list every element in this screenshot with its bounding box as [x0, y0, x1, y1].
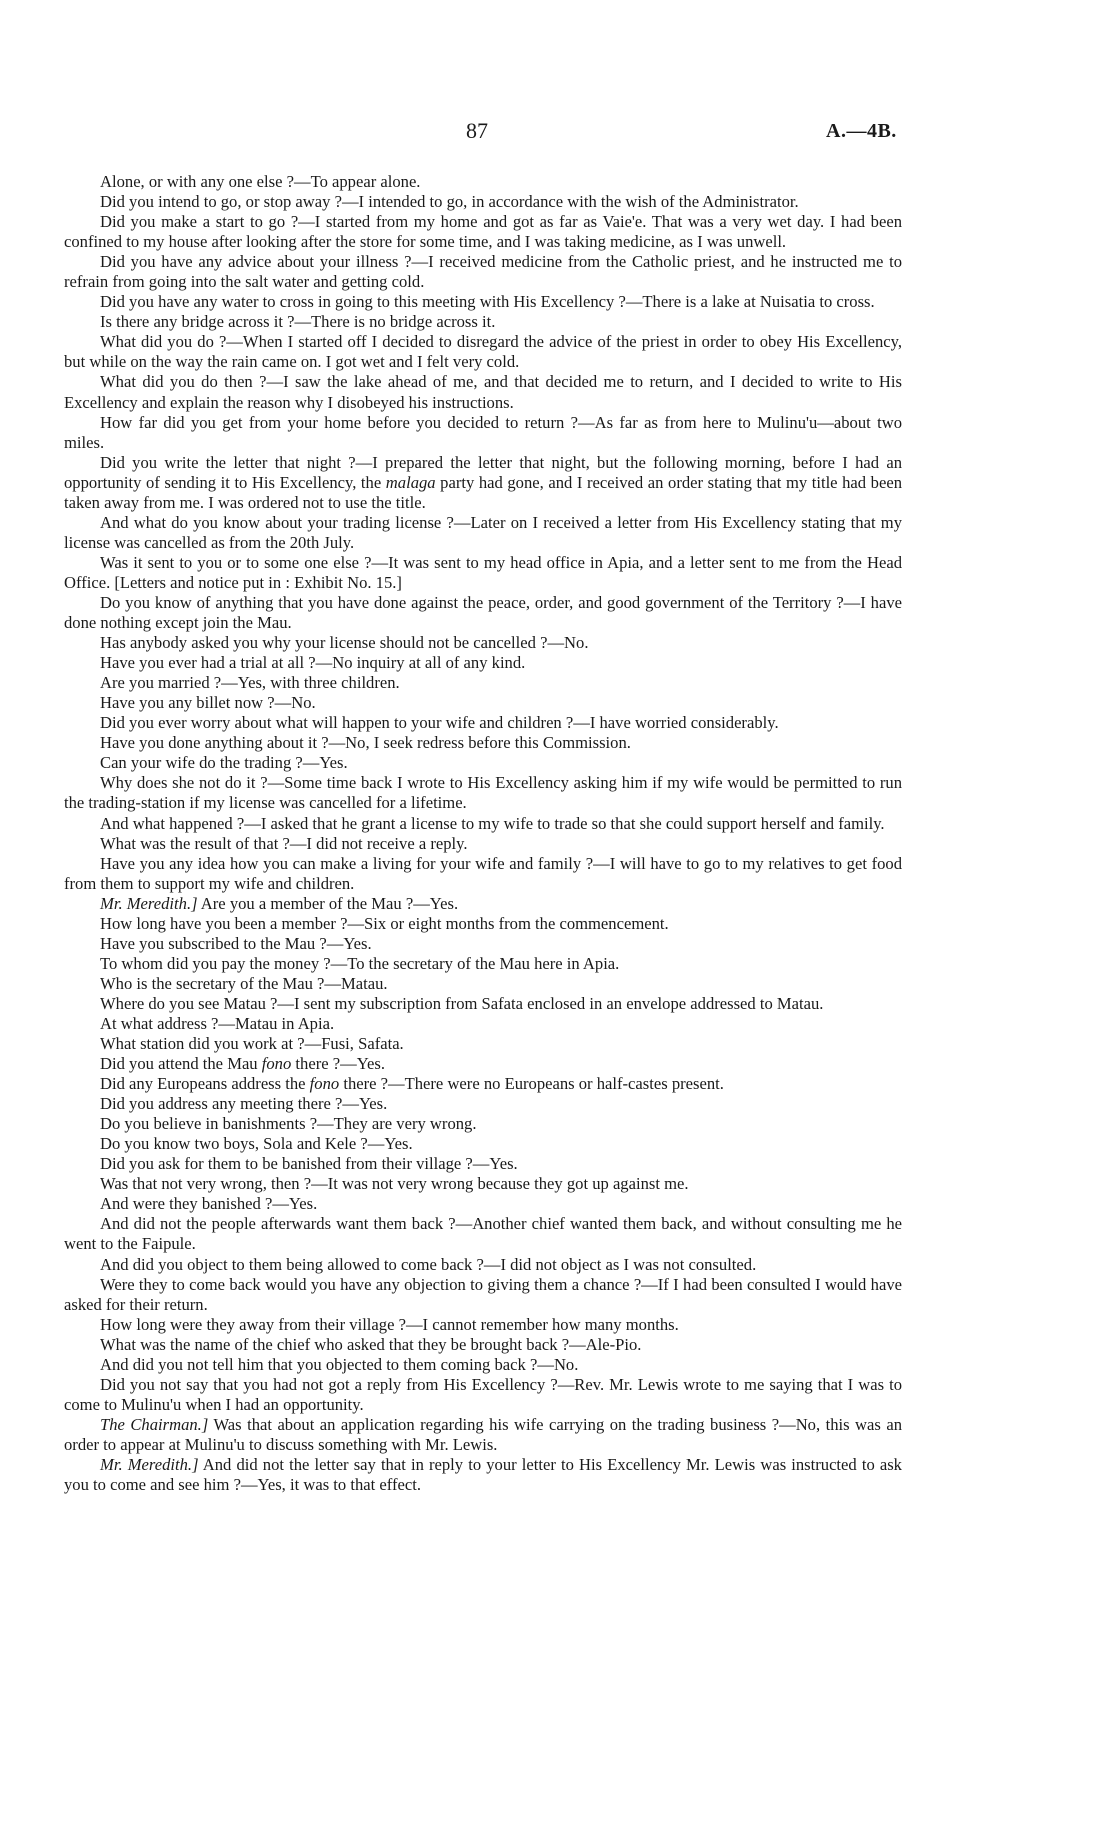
testimony-paragraph [64, 1415, 902, 1455]
paragraph-text: Have you any billet now ?—No. [100, 693, 316, 713]
paragraph-text: Do you know of anything that you have done against the peace, order, and good government of the Territory ?—I have done nothing except join the Mau. [64, 592, 902, 633]
paragraph-text: Have you ever had a trial at all ?—No inquiry at all of any kind. [100, 653, 526, 673]
testimony-paragraph [64, 894, 902, 914]
paragraph-text: Was that not very wrong, then ?—It was not very wrong because they got up against me. [100, 1174, 689, 1194]
testimony-body [64, 172, 902, 1495]
paragraph-text: And did you object to them being allowed to come back ?—I did not object as I was not consulted. [100, 1254, 757, 1274]
paragraph-text: Did you have any water to cross in going to this meeting with His Excellency ?—There is a lake at Nuisatia to cross. [100, 292, 875, 312]
paragraph-text: Have you done anything about it ?—No, I seek redress before this Commission. [100, 733, 631, 753]
testimony-paragraph [64, 934, 902, 954]
testimony-paragraph [64, 653, 902, 673]
document-reference: A.—4B. [826, 120, 897, 142]
testimony-paragraph [64, 1255, 902, 1275]
paragraph-text: Are you a member of the Mau ?—Yes. [197, 893, 459, 913]
paragraph-text: Did any Europeans address the [100, 1074, 310, 1094]
testimony-paragraph [64, 1335, 902, 1355]
paragraph-text: Did you write the letter that night ?—I prepared the letter that night, but the following morning, before I had an opportunity of sending it to His Excellency, the [64, 452, 902, 492]
paragraph-text: At what address ?—Matau in Apia. [100, 1013, 335, 1033]
paragraph-text: Can your wife do the trading ?—Yes. [100, 753, 348, 773]
testimony-paragraph [64, 1154, 902, 1174]
testimony-paragraph [64, 814, 902, 834]
paragraph-text: Do you know two boys, Sola and Kele ?—Yes. [100, 1134, 413, 1154]
paragraph-text: party had gone, and I received an order stating that my title had been taken away from me. I was ordered not to use the title. [64, 472, 902, 512]
paragraph-text: Did you attend the Mau [100, 1054, 262, 1074]
testimony-paragraph [64, 854, 902, 894]
paragraph-text: How far did you get from your home before you decided to return ?—As far as from here to Mulinu'u—about two miles. [64, 412, 902, 452]
testimony-paragraph [64, 1054, 902, 1074]
testimony-paragraph [64, 513, 902, 553]
testimony-paragraph [64, 292, 902, 312]
paragraph-text: Do you believe in banishments ?—They are very wrong. [100, 1114, 477, 1134]
testimony-paragraph [64, 914, 902, 934]
paragraph-text: there ?—Yes. [291, 1054, 385, 1074]
italic-term: fono [261, 1054, 292, 1074]
testimony-paragraph [64, 413, 902, 453]
testimony-paragraph [64, 693, 902, 713]
testimony-paragraph [64, 773, 902, 813]
testimony-paragraph [64, 673, 902, 693]
paragraph-text: Were they to come back would you have any objection to giving them a chance ?—If I had been consulted I would have asked for their return. [64, 1274, 902, 1314]
paragraph-text: Who is the secretary of the Mau ?—Matau. [100, 973, 388, 993]
paragraph-text: And what happened ?—I asked that he grant a license to my wife to trade so that she could support herself and family. [100, 813, 885, 833]
speaker-label: Mr. Meredith.] [100, 893, 198, 913]
paragraph-text: Did you not say that you had not got a reply from His Excellency ?—Rev. Mr. Lewis wrote to me saying that I was to come to Mulinu'u when I had an opportunity. [64, 1374, 902, 1414]
testimony-paragraph [64, 834, 902, 854]
testimony-paragraph [64, 1375, 902, 1415]
paragraph-text: And did you not tell him that you objected to them coming back ?—No. [100, 1354, 579, 1374]
paragraph-text: What did you do ?—When I started off I decided to disregard the advice of the priest in order to obey His Excellency, but while on the way the rain came on. I got wet and I felt very cold. [64, 332, 902, 372]
paragraph-text: Has anybody asked you why your license should not be cancelled ?—No. [100, 633, 589, 653]
italic-term: fono [309, 1074, 340, 1094]
testimony-paragraph [64, 1315, 902, 1335]
speaker-label: Mr. Meredith.] [100, 1455, 199, 1474]
testimony-paragraph [64, 974, 902, 994]
paragraph-text: Did you have any advice about your illness ?—I received medicine from the Catholic priest, and he instructed me to refrain from going into the salt water and getting cold. [64, 252, 902, 292]
paragraph-text: Did you intend to go, or stop away ?—I intended to go, in accordance with the wish of the Administrator. [100, 192, 799, 212]
testimony-paragraph [64, 593, 902, 633]
testimony-paragraph [64, 1134, 902, 1154]
paragraph-text: Why does she not do it ?—Some time back I wrote to His Excellency asking him if my wife would be permitted to run the trading-station if my license was cancelled for a lifetime. [64, 773, 902, 813]
paragraph-text: How long have you been a member ?—Six or eight months from the commencement. [100, 913, 669, 933]
testimony-paragraph [64, 332, 902, 372]
testimony-paragraph [64, 633, 902, 653]
testimony-paragraph [64, 212, 902, 252]
testimony-paragraph [64, 252, 902, 292]
paragraph-text: And did not the people afterwards want them back ?—Another chief wanted them back, and without consulting me he went to the Faipule. [64, 1214, 902, 1254]
paragraph-text: What was the result of that ?—I did not receive a reply. [100, 833, 468, 853]
testimony-paragraph [64, 1074, 902, 1094]
paragraph-text: Have you any idea how you can make a living for your wife and family ?—I will have to go to my relatives to get food from them to support my wife and children. [64, 853, 902, 893]
testimony-paragraph [64, 753, 902, 773]
testimony-paragraph [64, 372, 902, 412]
paragraph-text: And were they banished ?—Yes. [100, 1194, 318, 1214]
testimony-paragraph [64, 994, 902, 1014]
paragraph-text: And did not the letter say that in reply to your letter to His Excellency Mr. Lewis was instructed to ask you to come and see him ?—Yes, it was to that effect. [64, 1455, 902, 1495]
paragraph-text: Did you ask for them to be banished from their village ?—Yes. [100, 1154, 518, 1174]
paragraph-text: Was that about an application regarding his wife carrying on the trading business ?—No, this was an order to appear at Mulinu'u to discuss something with Mr. Lewis. [64, 1414, 902, 1454]
paragraph-text: Have you subscribed to the Mau ?—Yes. [100, 933, 372, 953]
paragraph-text: Did you address any meeting there ?—Yes. [100, 1094, 388, 1114]
testimony-paragraph [64, 553, 902, 593]
testimony-paragraph [64, 1014, 902, 1034]
paragraph-text: What did you do then ?—I saw the lake ahead of me, and that decided me to return, and I decided to write to His Excellency and explain the reason why I disobeyed his instructions. [64, 372, 902, 412]
testimony-paragraph [64, 192, 902, 212]
paragraph-text: Alone, or with any one else ?—To appear alone. [100, 172, 421, 191]
testimony-paragraph [64, 1194, 902, 1214]
paragraph-text: Did you ever worry about what will happen to your wife and children ?—I have worried considerably. [100, 713, 779, 733]
testimony-paragraph [64, 713, 902, 733]
testimony-paragraph [64, 312, 902, 332]
testimony-paragraph [64, 1034, 902, 1054]
page-header [0, 118, 1114, 148]
speaker-label: The Chairman.] [100, 1414, 209, 1434]
paragraph-text: What was the name of the chief who asked that they be brought back ?—Ale-Pio. [100, 1334, 642, 1354]
testimony-paragraph [64, 1355, 902, 1375]
testimony-paragraph [64, 1174, 902, 1194]
paragraph-text: What station did you work at ?—Fusi, Safata. [100, 1034, 404, 1054]
testimony-paragraph [64, 172, 902, 192]
paragraph-text: Is there any bridge across it ?—There is no bridge across it. [100, 312, 496, 332]
testimony-paragraph [64, 733, 902, 753]
testimony-paragraph [64, 954, 902, 974]
testimony-paragraph [64, 1114, 902, 1134]
testimony-paragraph [64, 453, 902, 513]
paragraph-text: To whom did you pay the money ?—To the secretary of the Mau here in Apia. [100, 953, 620, 973]
paragraph-text: Was it sent to you or to some one else ?—It was sent to my head office in Apia, and a letter sent to me from the Head Office. [Letters and notice put in : Exhibit No. 15.] [64, 552, 902, 592]
testimony-paragraph [64, 1455, 902, 1495]
testimony-paragraph [64, 1275, 902, 1315]
paragraph-text: there ?—There were no Europeans or half-castes present. [339, 1074, 724, 1094]
page-number: 87 [466, 118, 488, 143]
paragraph-text: And what do you know about your trading license ?—Later on I received a letter from His Excellency stating that my license was cancelled as from the 20th July. [64, 512, 902, 552]
testimony-paragraph [64, 1214, 902, 1254]
paragraph-text: Did you make a start to go ?—I started from my home and got as far as Vaie'e. That was a very wet day. I had been confined to my house after looking after the store for some time, and I was taking medicine, as I was unwell. [64, 212, 902, 252]
paragraph-text: Where do you see Matau ?—I sent my subscription from Safata enclosed in an envelope addressed to Matau. [100, 993, 824, 1013]
testimony-paragraph [64, 1094, 902, 1114]
italic-term: malaga [385, 472, 436, 492]
paragraph-text: How long were they away from their village ?—I cannot remember how many months. [100, 1314, 679, 1334]
paragraph-text: Are you married ?—Yes, with three children. [100, 673, 400, 693]
